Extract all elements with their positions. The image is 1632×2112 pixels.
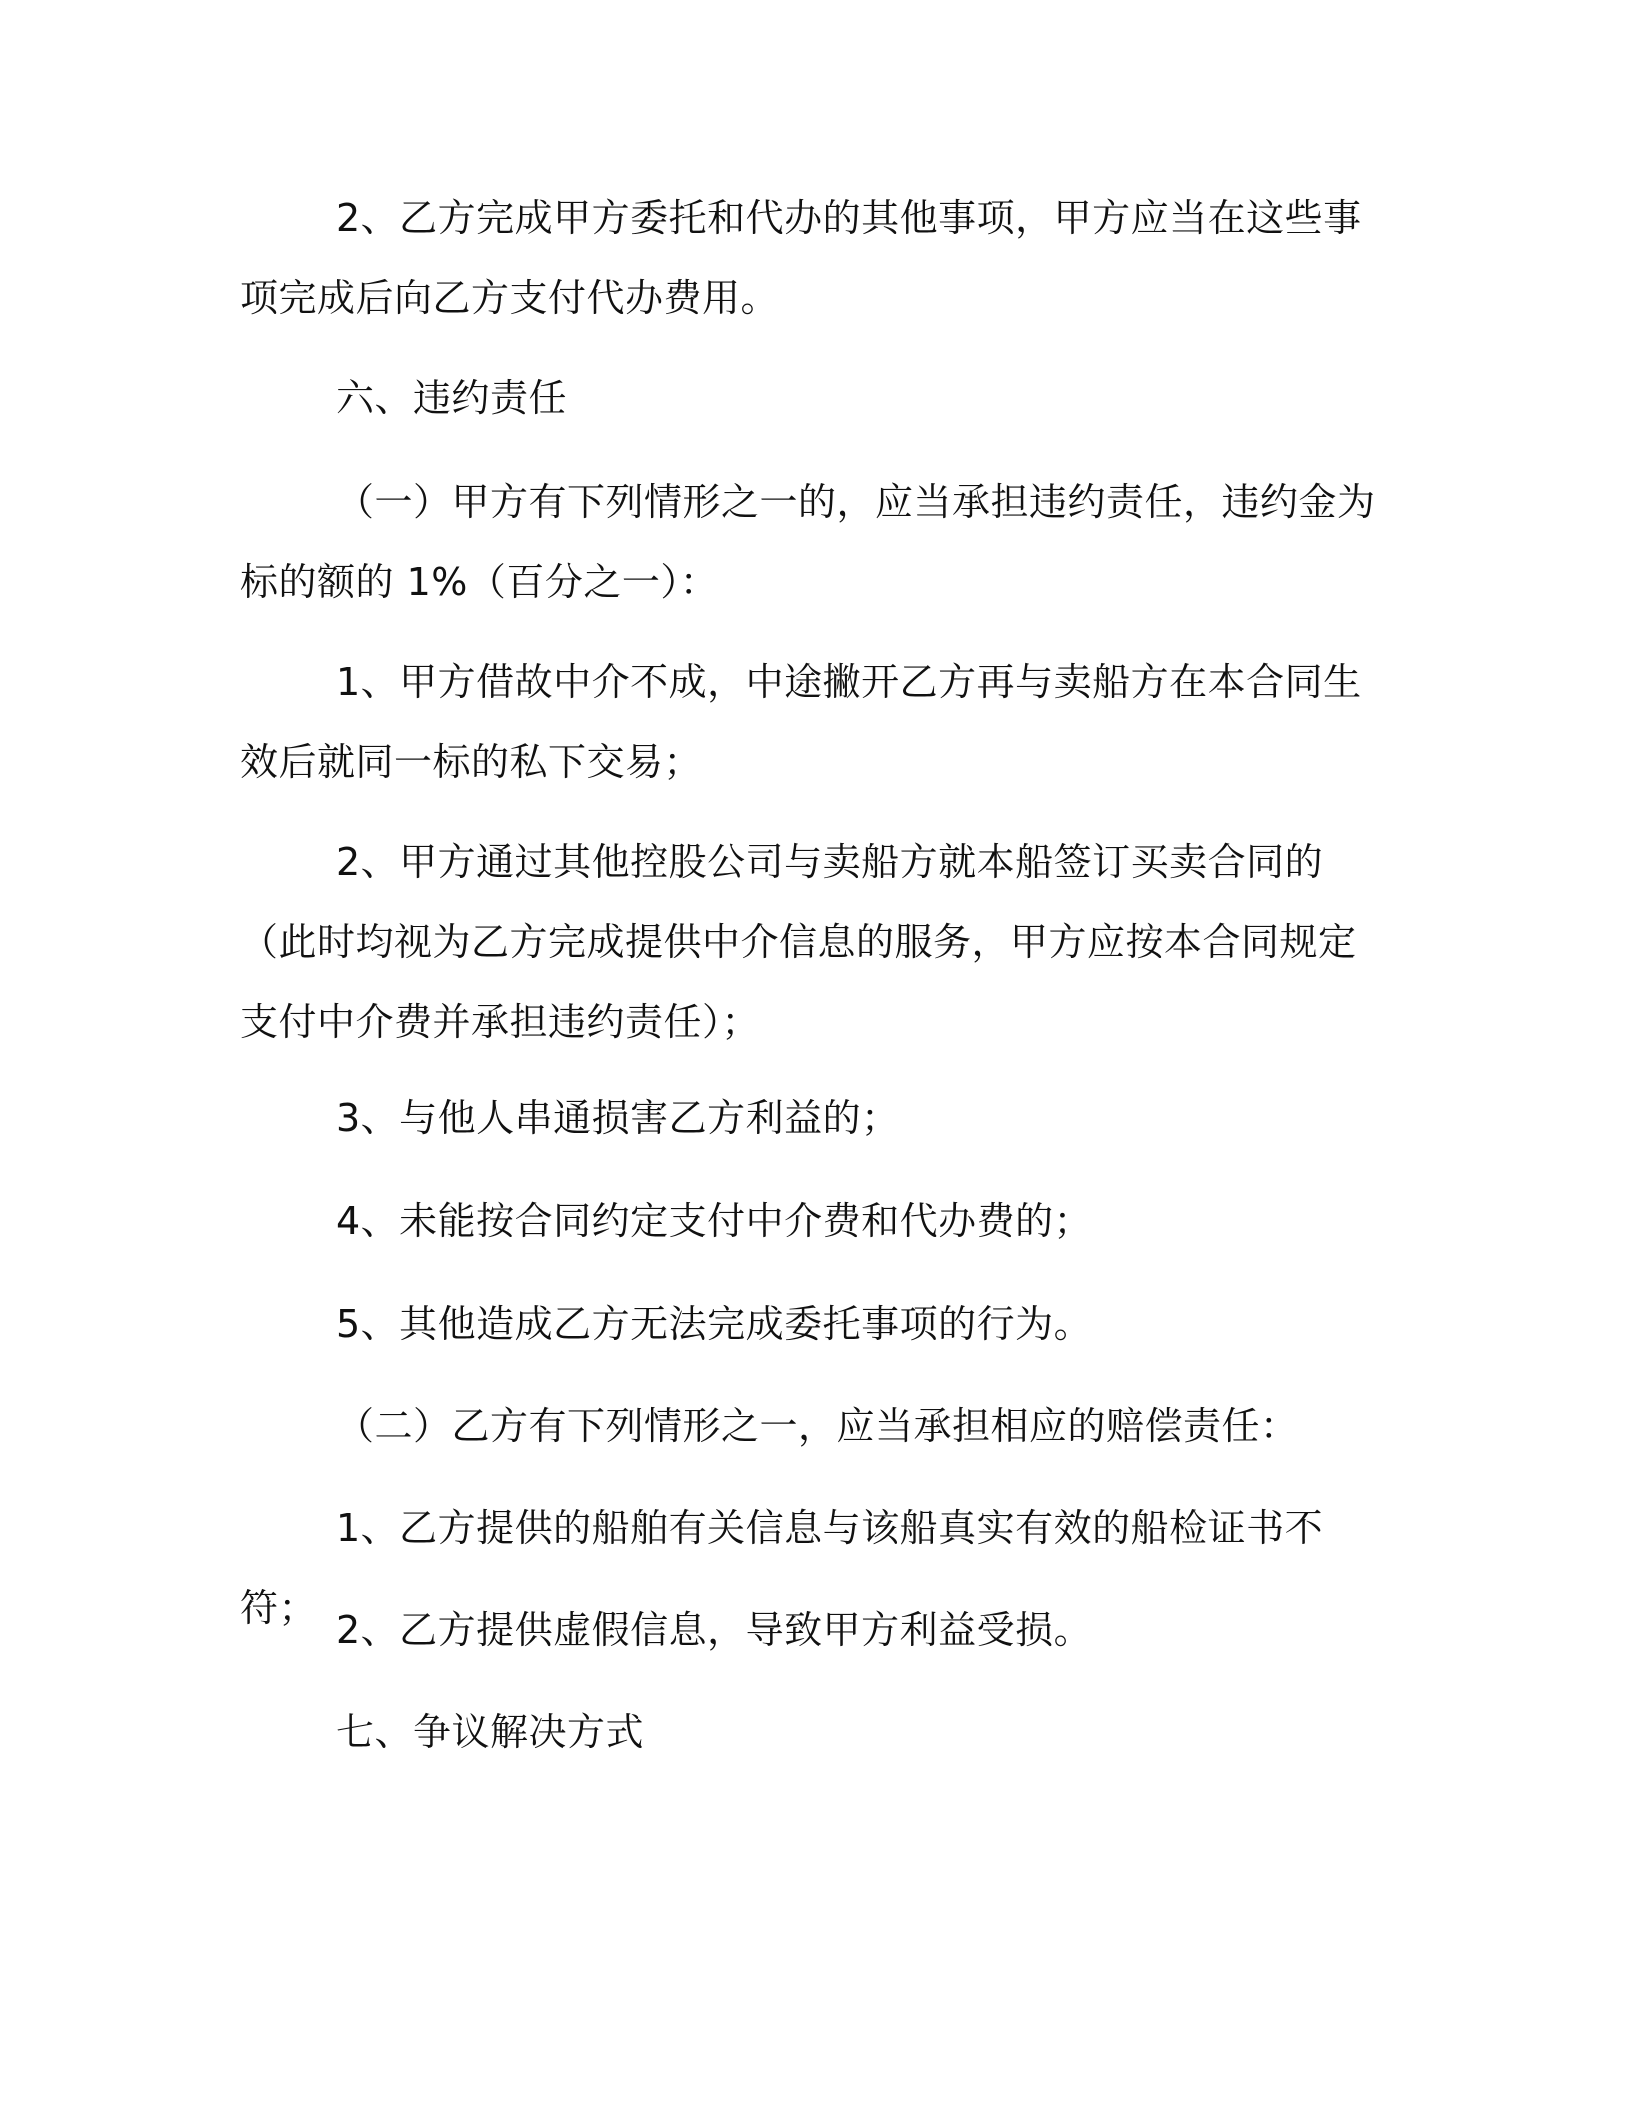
paragraph-party-a-breach-3: 3、与他人串通损害乙方利益的； [336,1096,900,1140]
paragraph-party-b-breach-2: 2、乙方提供虚假信息，导致甲方利益受损。 [336,1608,1093,1652]
paragraph-party-b-breach-1: 1、乙方提供的船舶有关信息与该船真实有效的船检证书不符； [240,1506,1324,1630]
paragraph-party-a-breach-1: 1、甲方借故中介不成，中途撇开乙方再与卖船方在本合同生效后就同一标的私下交易； [240,660,1362,784]
section-heading-dispute-resolution: 七、争议解决方式 [336,1710,645,1754]
paragraph-fee-clause-2: 2、乙方完成甲方委托和代办的其他事项，甲方应当在这些事项完成后向乙方支付代办费用。 [240,196,1362,320]
paragraph-party-a-breach-5: 5、其他造成乙方无法完成委托事项的行为。 [336,1302,1093,1346]
paragraph-party-a-breach-2: 2、甲方通过其他控股公司与卖船方就本船签订买卖合同的（此时均视为乙方完成提供中介信息的服务，甲方应按本合同规定支付中介费并承担违约责任）； [240,840,1357,1044]
paragraph-party-b-breach-intro: （二）乙方有下列情形之一，应当承担相应的赔偿责任： [336,1404,1299,1448]
section-heading-breach-liability: 六、违约责任 [336,376,568,420]
paragraph-party-a-breach-intro: （一）甲方有下列情形之一的，应当承担违约责任，违约金为标的额的 1%（百分之一）： [240,480,1376,604]
paragraph-party-a-breach-4: 4、未能按合同约定支付中介费和代办费的； [336,1199,1093,1243]
